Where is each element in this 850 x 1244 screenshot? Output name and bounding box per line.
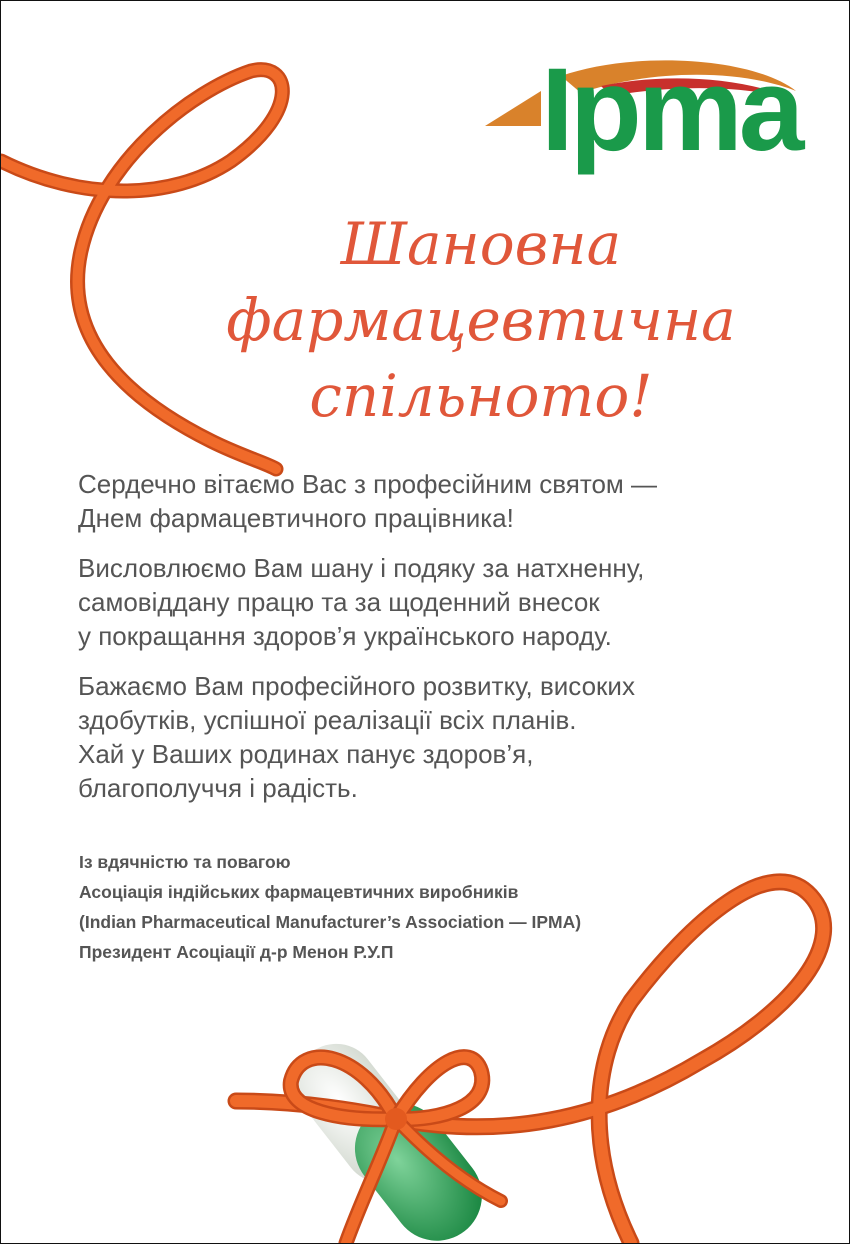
greeting-heading	[201, 206, 761, 434]
signature-line: Президент Асоціації д-р Менон Р.У.П	[79, 942, 394, 962]
signature-block	[79, 847, 799, 967]
text-line: Сердечно вітаємо Вас з професійним святом —	[78, 469, 658, 499]
text-line: самовіддану працю та за щоденний внесок	[78, 587, 600, 617]
logo-wordmark: Ipma	[541, 44, 801, 176]
heading-line: спільното!	[309, 362, 653, 430]
text-line: здобутків, успішної реалізації всіх планів.	[78, 705, 577, 735]
text-line: Хай у Ваших родинах панує здоров’я,	[78, 739, 534, 769]
paragraph-congratulation	[78, 467, 798, 535]
paragraph-gratitude	[78, 551, 798, 653]
signature-line: Асоціація індійських фармацевтичних виробників	[79, 882, 519, 902]
text-line: Бажаємо Вам професійного розвитку, високих	[78, 671, 635, 701]
signature-line: Із вдячністю та повагою	[79, 852, 291, 872]
signature-line: (Indian Pharmaceutical Manufacturer’s Association — IPMA)	[79, 912, 582, 932]
text-line: у покращання здоров’я українського народу.	[78, 621, 612, 651]
text-line: Днем фармацевтичного працівника!	[78, 503, 514, 533]
paragraph-wishes	[78, 669, 798, 805]
greeting-body	[78, 467, 798, 821]
text-line: благополуччя і радість.	[78, 773, 358, 803]
bow-knot	[385, 1108, 407, 1130]
heading-line: фармацевтична	[226, 286, 736, 354]
text-line: Висловлюємо Вам шану і подяку за натхненну,	[78, 553, 645, 583]
heading-line: Шановна	[340, 210, 622, 278]
